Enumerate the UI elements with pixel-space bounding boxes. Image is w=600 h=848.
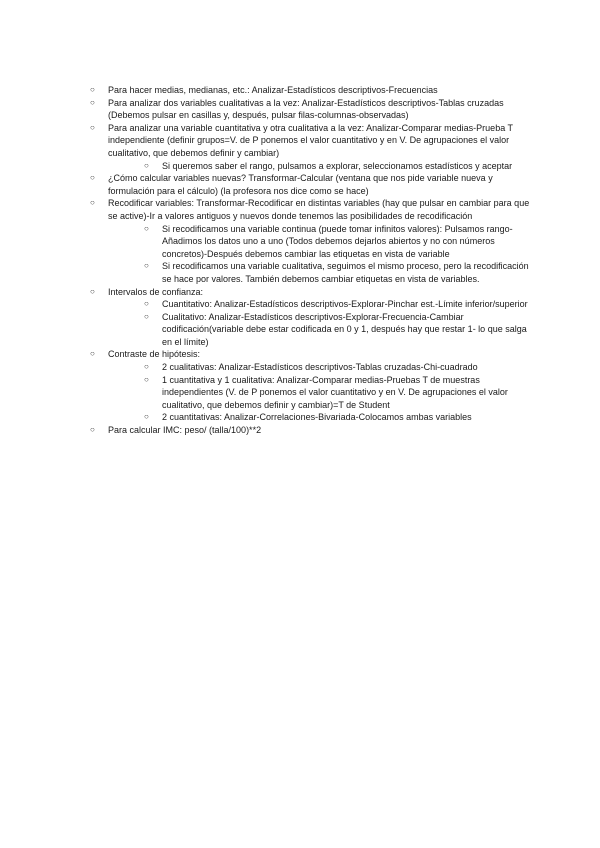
list-item-text: Contraste de hipótesis:: [108, 349, 201, 360]
sub-list-item-text: 2 cualitativas: Analizar-Estadísticos descriptivos-Tablas cruzadas-Chi-cuadrado: [162, 362, 478, 373]
sub-list-item: [108, 160, 530, 173]
sub-list-item: [108, 411, 530, 424]
list-item: [90, 348, 530, 424]
circle-bullet-icon: ○: [90, 349, 95, 359]
circle-bullet-icon: ○: [144, 311, 149, 321]
list-item: [90, 122, 530, 172]
circle-bullet-icon: ○: [90, 97, 95, 107]
sub-list: [108, 361, 530, 424]
sub-list: [108, 298, 530, 348]
sub-list-item: [108, 260, 530, 285]
circle-bullet-icon: ○: [144, 374, 149, 384]
sub-list-item-text: Cualitativo: Analizar-Estadísticos descriptivos-Explorar-Frecuencia-Cambiar codificación(variable debe estar codificada en 0 y 1, después hay que restar 1- lo que salga en el límite): [162, 311, 527, 347]
list-item: [90, 286, 530, 349]
sub-list-item: [108, 223, 530, 261]
circle-bullet-icon: ○: [90, 173, 95, 183]
circle-bullet-icon: ○: [90, 286, 95, 296]
sub-list-item: [108, 374, 530, 412]
circle-bullet-icon: ○: [144, 160, 149, 170]
sub-list-item: [108, 298, 530, 311]
notes-outline: [90, 84, 530, 437]
circle-bullet-icon: ○: [144, 412, 149, 422]
sub-list-item-text: Cuantitativo: Analizar-Estadísticos descriptivos-Explorar-Pinchar est.-Límite inferior/superior: [162, 299, 528, 310]
sub-list: [108, 223, 530, 286]
list-item-text: Para calcular IMC: peso/ (talla/100)**2: [108, 425, 262, 436]
circle-bullet-icon: ○: [90, 198, 95, 208]
circle-bullet-icon: ○: [144, 299, 149, 309]
sub-list-item-text: Si recodificamos una variable continua (puede tomar infinitos valores): Pulsamos rango-Añadimos los datos uno a uno (Todos debemos dejarlos abiertos y no con números concretos)-Después debemos cambiar las etiquetas en vista de variable: [162, 223, 513, 259]
circle-bullet-icon: ○: [144, 223, 149, 233]
sub-list-item-text: 1 cuantitativa y 1 cualitativa: Analizar-Comparar medias-Pruebas T de muestras independientes (V. de P ponemos el valor cuantitativo y en V. De agrupaciones el valor cualitativo, que debemos definir y cambiar)=T de Student: [162, 374, 508, 410]
list-item: [90, 97, 530, 122]
circle-bullet-icon: ○: [90, 122, 95, 132]
list-item-text: ¿Cómo calcular variables nuevas? Transformar-Calcular (ventana que nos pide variable nueva y formulación para el cálculo) (la profesora nos dice como se hace): [108, 173, 493, 196]
sub-list: [108, 160, 530, 173]
list-item-text: Para analizar una variable cuantitativa y otra cualitativa a la vez: Analizar-Comparar medias-Prueba T independiente (definir grupos=V. de P ponemos el valor cuantitativo y en V. De agrupaciones el valor cualitativo, que debemos definir y cambiar): [108, 122, 513, 158]
list-item: [90, 84, 530, 97]
sub-list-item-text: Si recodificamos una variable cualitativa, seguimos el mismo proceso, pero la recodificación se hace por valores. También debemos cambiar etiquetas en vista de variables.: [162, 261, 529, 284]
list-item-text: Para analizar dos variables cualitativas a la vez: Analizar-Estadísticos descriptivos-Tablas cruzadas (Debemos pulsar en casillas y, después, pulsar filas-columnas-observadas): [108, 97, 504, 121]
sub-list-item-text: Si queremos saber el rango, pulsamos a explorar, seleccionamos estadísticos y aceptar: [162, 160, 513, 171]
sub-list-item: [108, 361, 530, 374]
sub-list-item: [108, 311, 530, 349]
circle-bullet-icon: ○: [90, 425, 95, 435]
list-item-text: Recodificar variables: Transformar-Recodificar en distintas variables (hay que pulsar en cambiar para que se active)-Ir a valores antiguos y nuevos donde tenemos las posibilidades de recodificación: [108, 198, 530, 221]
circle-bullet-icon: ○: [144, 261, 149, 271]
circle-bullet-icon: ○: [90, 85, 95, 94]
circle-bullet-icon: ○: [144, 362, 149, 372]
list-item: [90, 197, 530, 285]
list-item-text: Intervalos de confianza:: [108, 286, 204, 297]
list-item: [90, 424, 530, 437]
list-item: [90, 172, 530, 197]
list-item-text: Para hacer medias, medianas, etc.: Analizar-Estadísticos descriptivos-Frecuencias: [108, 85, 438, 95]
sub-list-item-text: 2 cuantitativas: Analizar-Correlaciones-Bivariada-Colocamos ambas variables: [162, 412, 472, 423]
